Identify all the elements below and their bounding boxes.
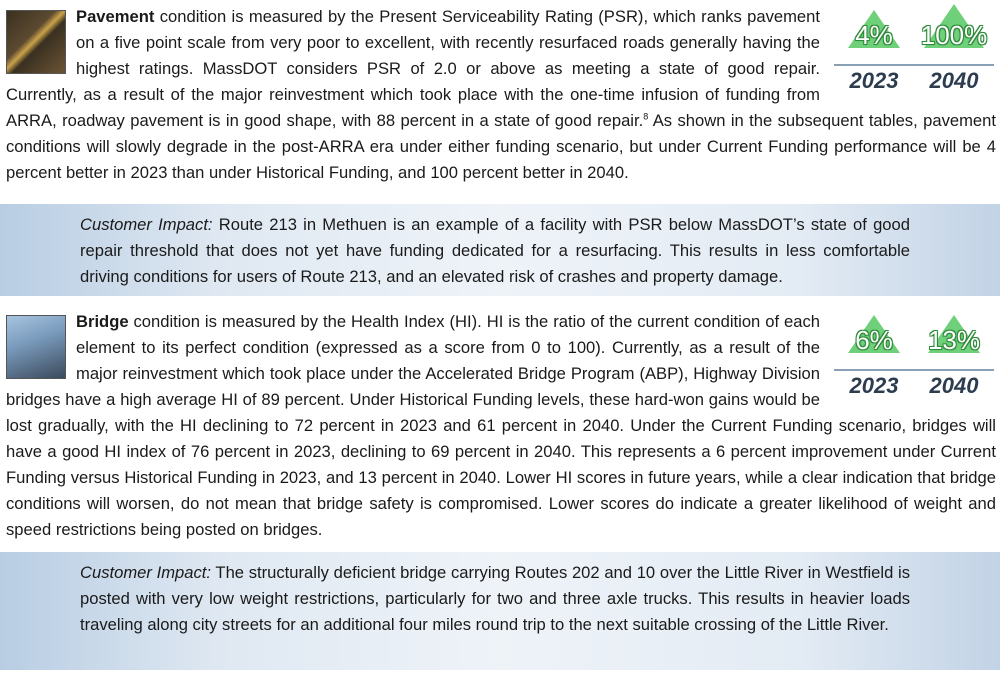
footnote-ref[interactable]: 8 <box>643 111 649 122</box>
pavement-heading: Pavement <box>76 7 155 26</box>
pavement-body-2: As shown in the subsequent tables, pavement conditions will slowly degrade in the post-ARRA era under either funding scenario, but under Current Funding performance will be 4 percent better in 2023 than under Historical Funding, and 100 percent better in 2040. <box>6 111 996 182</box>
bridge-impact-label: Customer Impact: <box>80 563 212 582</box>
bridge-section <box>0 309 1000 543</box>
road-photo-icon <box>6 10 66 74</box>
bridge-stat-2023-pct: 6% <box>855 325 893 355</box>
pavement-stat-2040-pct: 100% <box>920 20 988 50</box>
pavement-impact-paragraph <box>0 212 1000 290</box>
pavement-impact-label: Customer Impact: <box>80 215 213 234</box>
pavement-stat-2023-year: 2023 <box>834 64 914 94</box>
pavement-stats <box>834 4 994 100</box>
bridge-heading: Bridge <box>76 312 129 331</box>
bridge-impact-box <box>0 552 1000 670</box>
pavement-impact-text: Route 213 in Methuen is an example of a facility with PSR below MassDOT’s state of good repair threshold that does not yet have funding dedicated for a resurfacing. This results in less comfortable driving conditions for users of Route 213, and an elevated risk of crashes and property damage. <box>80 215 910 286</box>
bridge-body: condition is measured by the Health Index (HI). HI is the ratio of the current condition of each element to its perfect condition (expressed as a score from 0 to 100). Currently, as a result of the major reinvestment which took place under the Accelerated Bridge Program (ABP), Highway Division bridges have a high average HI of 89 percent. Under Historical Funding levels, these hard-won gains would be lost gradually, with the HI declining to 72 percent in 2023 and 61 percent in 2040. Under the Current Funding scenario, bridges will have a good HI index of 76 percent in 2023, declining to 69 percent in 2040. This represents a 6 percent improvement under Current Funding versus Historical Funding in 2023, and 13 percent in 2040. Lower HI scores in future years, while a clear indication that bridge conditions will worsen, do not mean that bridge safety is compromised. Lower scores do indicate a greater likelihood of weight and speed restrictions being posted on bridges. <box>6 312 996 539</box>
pavement-impact-box <box>0 204 1000 296</box>
pavement-stat-2040-year: 2040 <box>914 64 994 94</box>
bridge-impact-text: The structurally deficient bridge carrying Routes 202 and 10 over the Little River in Westfield is posted with very low weight restrictions, particularly for two and three axle trucks. This results in heavier loads traveling along city streets for an additional four miles round trip to the next suitable crossing of the Little River. <box>80 563 910 634</box>
pavement-body-1: condition is measured by the Present Serviceability Rating (PSR), which ranks pavement on a five point scale from very poor to excellent, with recently resurfaced roads generally having the highest ratings. MassDOT considers PSR of 2.0 or above as meeting a state of good repair. Currently, as a result of the major reinvestment which took place with the one-time infusion of funding from ARRA, roadway pavement is in good shape, with 88 percent in a state of good repair. <box>6 7 820 130</box>
bridge-stat-2040-pct: 13% <box>927 325 981 355</box>
bridge-stat-2023-year: 2023 <box>834 369 914 399</box>
bridge-photo-icon <box>6 315 66 379</box>
bridge-stat-2040-year: 2040 <box>914 369 994 399</box>
pavement-section <box>0 4 1000 186</box>
pavement-stat-2023-pct: 4% <box>855 20 893 50</box>
bridge-impact-paragraph <box>0 560 1000 638</box>
bridge-stats <box>834 309 994 405</box>
